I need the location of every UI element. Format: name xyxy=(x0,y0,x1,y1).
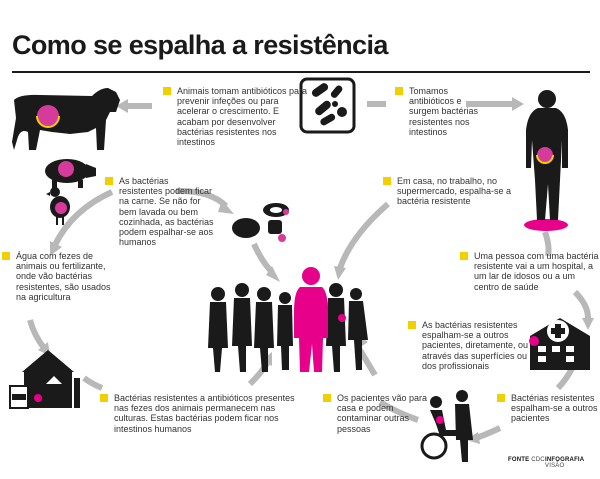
infographic-label: INFOGRAFIA xyxy=(545,457,585,463)
note-animals-text: Animais tomam antibióticos para prevenir infeções ou para acelerar o crescimento. E acabam por desenvolver bactérias resistentes nos intestinos xyxy=(177,86,308,148)
note-marker xyxy=(323,394,331,402)
arrow-man-to-people xyxy=(340,204,388,268)
people-group-icon xyxy=(208,267,368,372)
note-hospital-text: Uma pessoa com uma bactéria resistente vai a um hospital, a um lar de idosos ou a um centro de saúde xyxy=(474,251,599,292)
note-hospital xyxy=(460,251,600,292)
farm-icon xyxy=(10,350,80,408)
source-value: CDC xyxy=(531,457,545,463)
source-label: FONTE xyxy=(508,457,530,463)
note-patients-home xyxy=(323,393,432,434)
note-marker xyxy=(395,87,403,95)
note-spread-patients xyxy=(408,320,537,371)
note-we-take xyxy=(395,86,487,137)
note-home-work xyxy=(383,176,512,207)
note-animals xyxy=(163,86,312,147)
note-home-work-text: Em casa, no trabalho, no supermercado, espalha-se a bactéria resistente xyxy=(397,176,512,207)
arrow-farm-to-feces xyxy=(84,378,102,388)
note-marker xyxy=(460,252,468,260)
note-we-take-text: Tomamos antibióticos e surgem bactérias resistentes nos intestinos xyxy=(409,86,479,137)
cow-icon xyxy=(12,88,120,150)
note-feces xyxy=(100,393,304,434)
note-patients-home-text: Os pacientes vão para casa e podem contaminar outras pessoas xyxy=(337,393,428,434)
arrow-others-to-family xyxy=(476,428,500,438)
infographic-value: VISÃO xyxy=(545,463,565,469)
hospital-icon xyxy=(529,318,590,370)
source-credit xyxy=(508,457,545,463)
page-title: Como se espalha a resistência xyxy=(12,30,388,60)
arrow-water-to-farm xyxy=(30,320,44,348)
note-others xyxy=(497,393,600,424)
meat-icon xyxy=(232,203,289,242)
man-icon xyxy=(524,90,568,231)
note-marker xyxy=(163,87,171,95)
note-feces-text: Bactérias resistentes a antibióticos presentes nas fezes dos animais permanecem nas culturas. Estas bactérias podem ficar nos intestinos humanos xyxy=(114,393,295,434)
note-marker xyxy=(383,177,391,185)
note-marker xyxy=(497,394,505,402)
note-marker xyxy=(100,394,108,402)
chicken-icon xyxy=(46,187,70,225)
note-marker xyxy=(408,321,416,329)
pig-icon xyxy=(45,159,96,188)
note-marker xyxy=(2,252,10,260)
note-others-text: Bactérias resistentes espalham-se a outros pacientes xyxy=(511,393,598,424)
note-meat-text: As bactérias resistentes podem ficar na carne. Se não for bem lavada ou bem cozinhada, as bactérias podem espalhar-se aos humanos xyxy=(119,176,214,248)
note-water xyxy=(2,251,111,302)
note-marker xyxy=(105,177,113,185)
arrow-home-to-people xyxy=(360,350,375,375)
note-water-text: Água com fezes de animais ou fertilizante, onde vão bactérias resistentes, são usados na agricultura xyxy=(16,251,111,302)
note-meat xyxy=(105,176,214,247)
arrow-to-hospital xyxy=(575,292,588,318)
infected-person xyxy=(294,267,328,372)
note-spread-patients-text: As bactérias resistentes espalham-se a outros pacientes, diretamente, ou através das superfícies ou dos profissionais xyxy=(422,320,529,371)
arrow-meat-to-people xyxy=(254,244,272,272)
infographic-credit xyxy=(545,457,600,469)
